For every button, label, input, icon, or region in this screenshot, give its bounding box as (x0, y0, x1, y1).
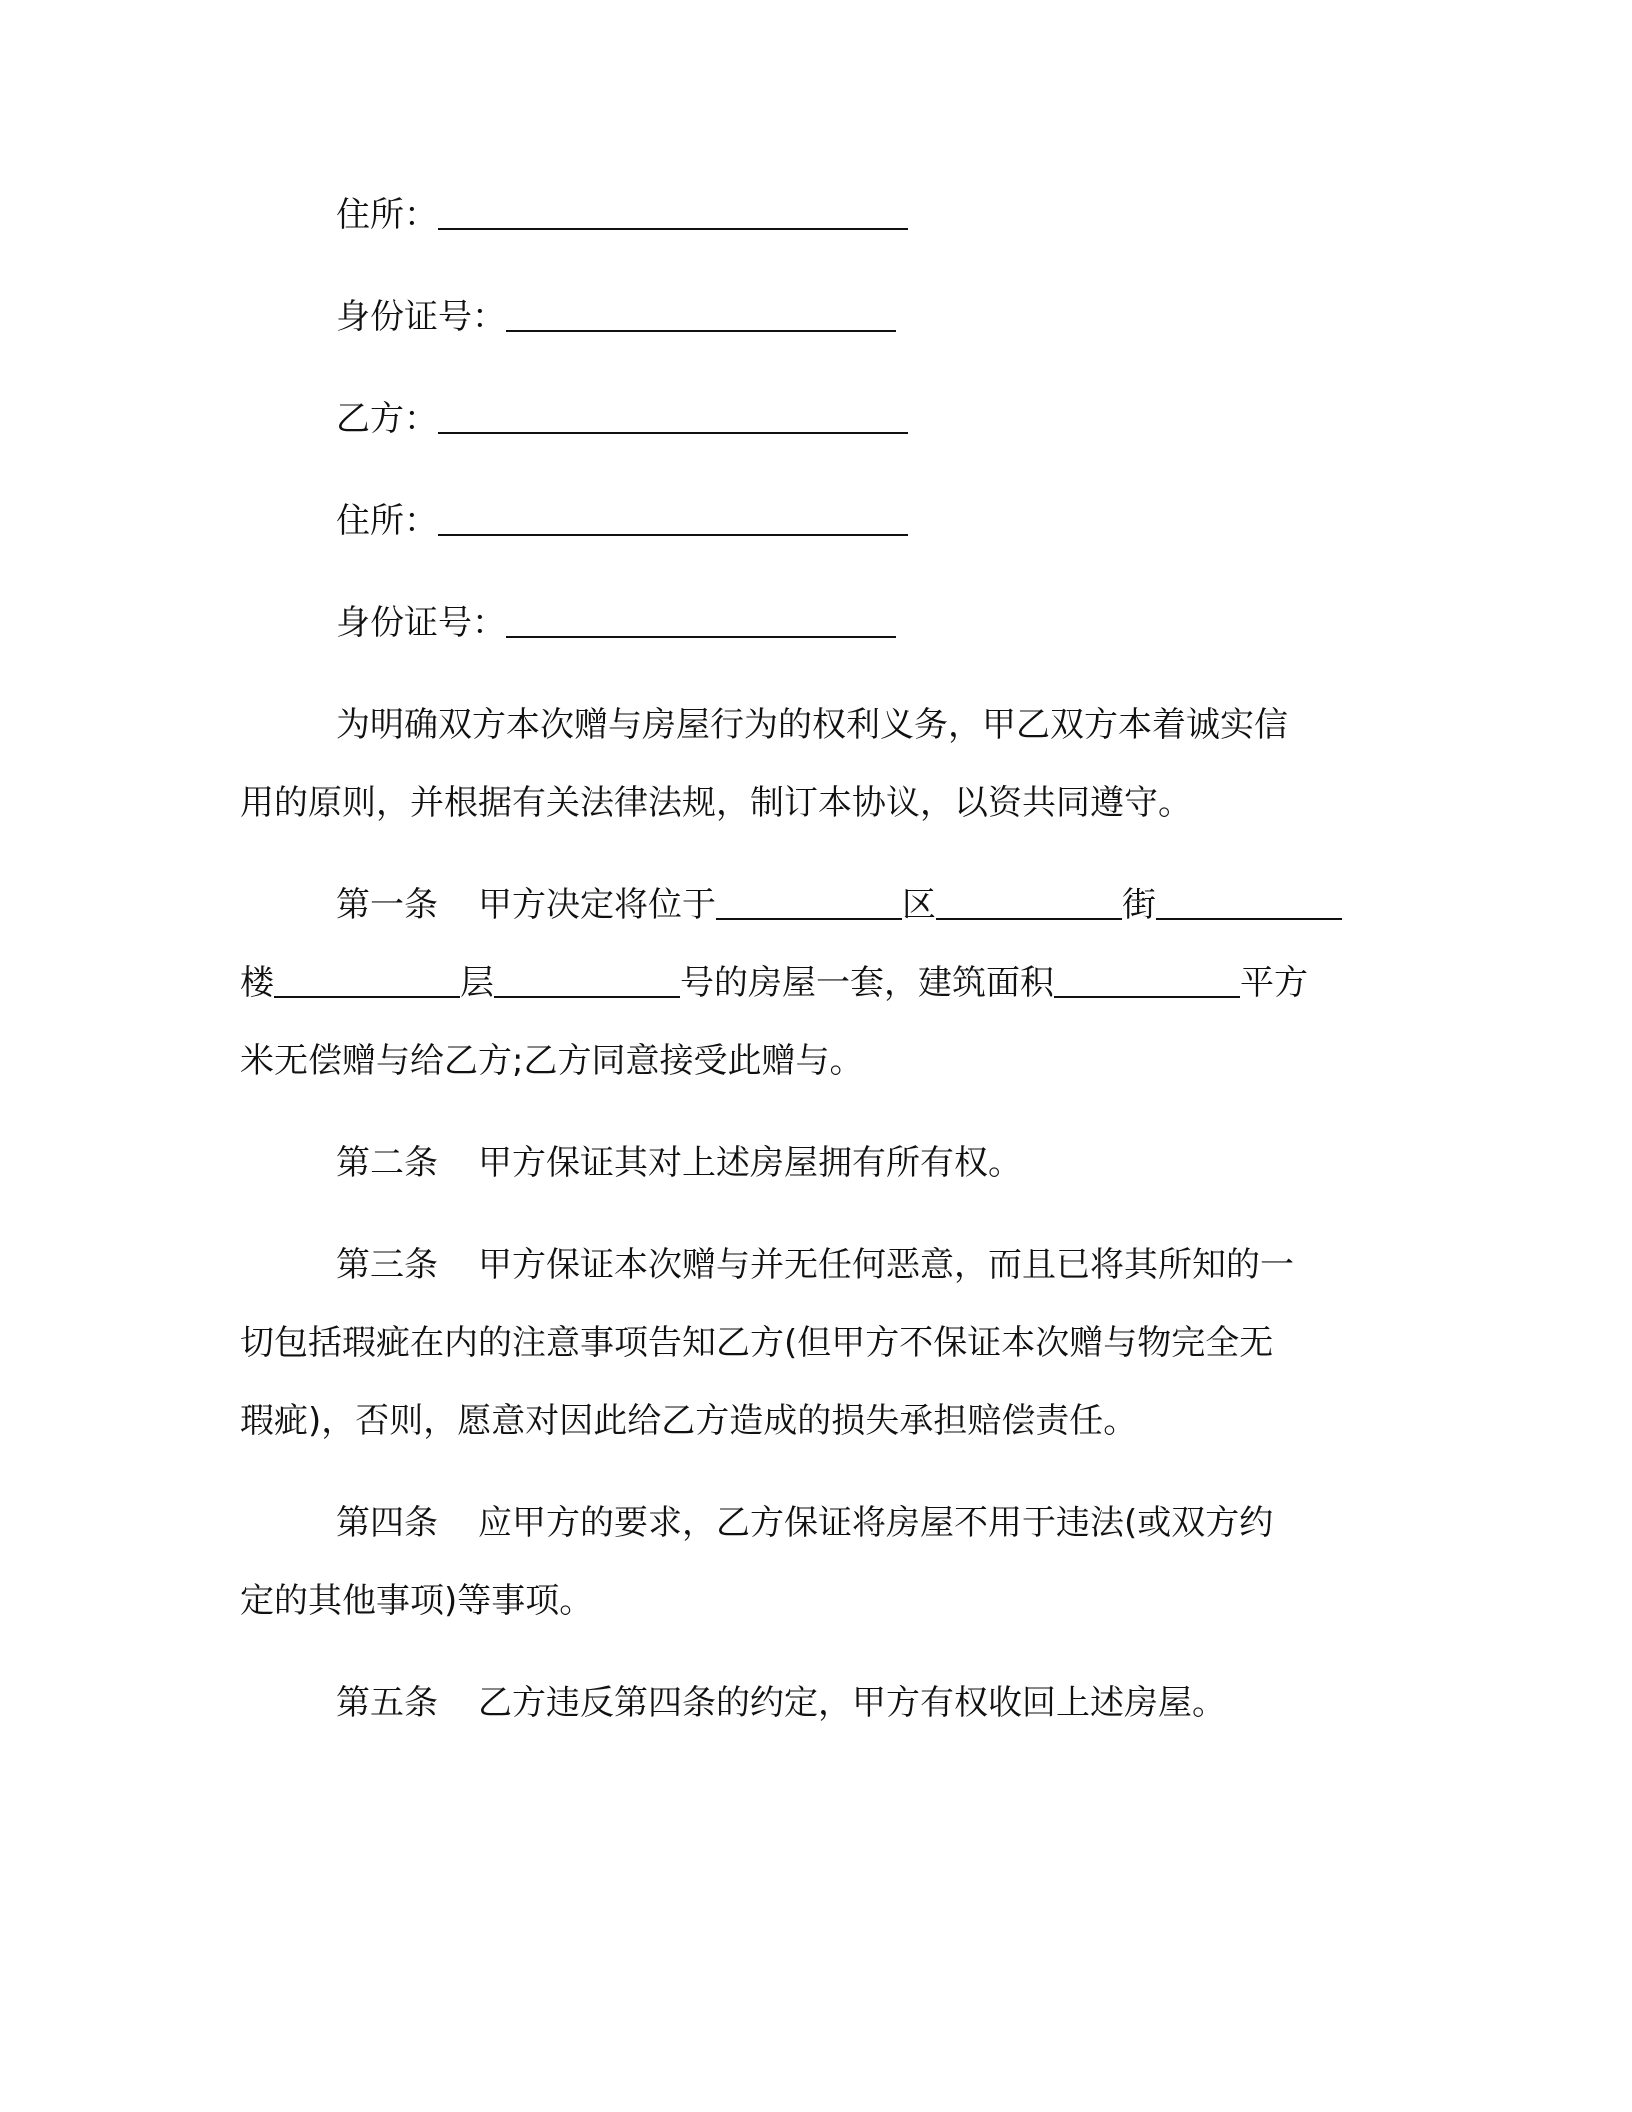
residence-field-1 (336, 176, 908, 254)
preamble-line-2: 用的原则，并根据有关法律法规，制订本协议，以资共同遵守。 (240, 783, 1192, 823)
article-3-line-3: 瑕疵)，否则，愿意对因此给乙方造成的损失承担赔偿责任。 (240, 1401, 1138, 1441)
article-3-line-2: 切包括瑕疵在内的注意事项告知乙方(但甲方不保证本次赠与物完全无 (240, 1323, 1274, 1363)
party-b-label: 乙方： (336, 399, 438, 439)
id-blank-2[interactable] (506, 602, 896, 638)
floor-label: 层 (460, 963, 494, 1003)
article-1-text-a: 甲方决定将位于 (478, 885, 716, 925)
article-4-text-1: 应甲方的要求，乙方保证将房屋不用于违法(或双方约 (478, 1503, 1274, 1543)
area-unit-label: 平方 (1240, 963, 1308, 1003)
residence-label-2: 住所： (336, 501, 438, 541)
article-3-line-1 (336, 1226, 1294, 1304)
article-4-line-1 (336, 1484, 1273, 1562)
number-blank[interactable] (494, 962, 680, 998)
article-5-title: 第五条 (336, 1683, 438, 1723)
area-blank[interactable] (1054, 962, 1240, 998)
floor-blank[interactable] (274, 962, 460, 998)
id-label-1: 身份证号： (336, 297, 506, 337)
party-b-blank[interactable] (438, 398, 908, 434)
article-3-text-1: 甲方保证本次赠与并无任何恶意，而且已将其所知的一 (478, 1245, 1294, 1285)
article-1-line-1 (336, 866, 1342, 944)
article-5-text: 乙方违反第四条的约定，甲方有权收回上述房屋。 (478, 1683, 1226, 1723)
building-label: 楼 (240, 963, 274, 1003)
article-4-title: 第四条 (336, 1503, 438, 1543)
id-field-2 (336, 584, 896, 662)
article-3-title: 第三条 (336, 1245, 438, 1285)
party-b-field (336, 380, 908, 458)
street-label: 街 (1122, 885, 1156, 925)
residence-blank-1[interactable] (438, 194, 908, 230)
residence-blank-2[interactable] (438, 500, 908, 536)
article-5-line-1 (336, 1664, 1226, 1742)
district-blank[interactable] (716, 884, 902, 920)
residence-field-2 (336, 482, 908, 560)
article-1-text-c: 号的房屋一套，建筑面积 (680, 963, 1054, 1003)
article-1-title: 第一条 (336, 885, 438, 925)
street-blank[interactable] (936, 884, 1122, 920)
district-label: 区 (902, 885, 936, 925)
article-1-line-2 (240, 944, 1308, 1022)
article-4-line-2: 定的其他事项)等事项。 (240, 1581, 594, 1621)
article-1-line-3: 米无偿赠与给乙方;乙方同意接受此赠与。 (240, 1041, 864, 1081)
id-label-2: 身份证号： (336, 603, 506, 643)
building-blank[interactable] (1156, 884, 1342, 920)
article-2-line-1 (336, 1124, 1022, 1202)
residence-label-1: 住所： (336, 195, 438, 235)
id-field-1 (336, 278, 896, 356)
article-2-title: 第二条 (336, 1143, 438, 1183)
article-2-text: 甲方保证其对上述房屋拥有所有权。 (478, 1143, 1022, 1183)
id-blank-1[interactable] (506, 296, 896, 332)
preamble-line-1: 为明确双方本次赠与房屋行为的权利义务，甲乙双方本着诚实信 (336, 705, 1288, 745)
